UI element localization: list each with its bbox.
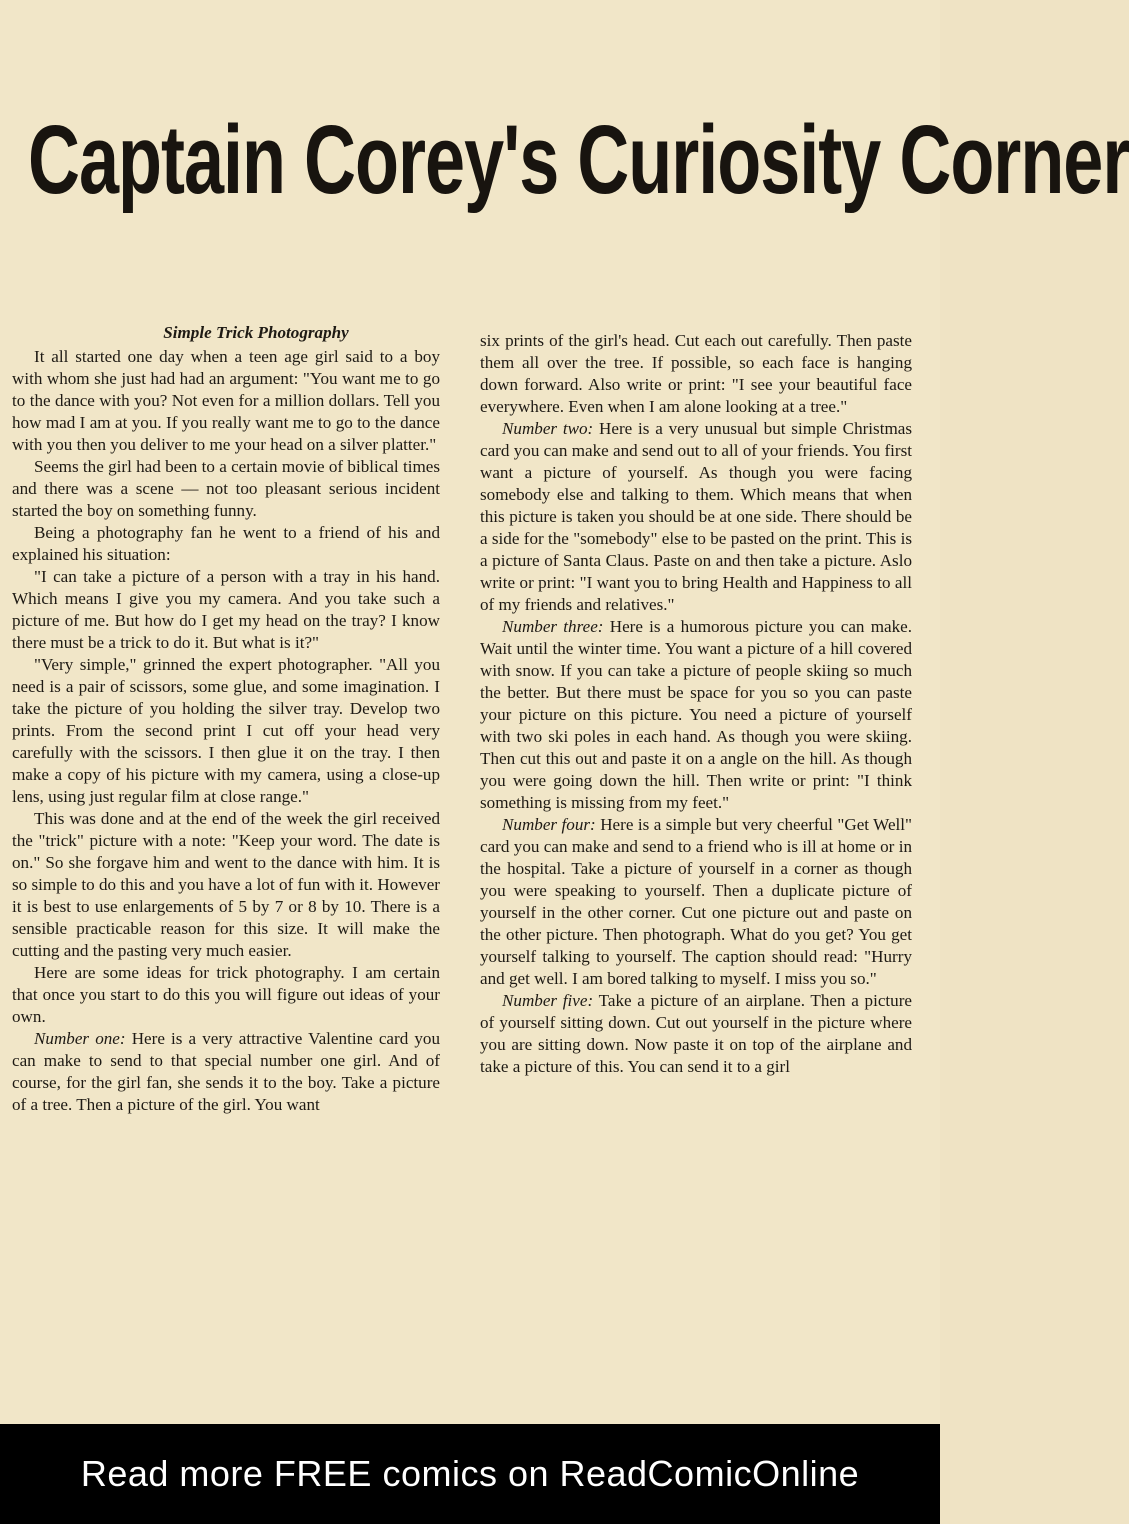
page-title: Captain Corey's Curiosity Corner <box>28 106 1129 215</box>
number-three-text: Here is a humorous picture you can make. Wait until the winter time. You want a picture of a hill covered with snow. If you can take a picture of people skiing so much the better. But there must be space for you so you can paste your picture on this picture. You need a picture of yourself with two ski poles in each hand. As though you were skiing. Then cut this out and paste it on a angle on the hill. As though you were going down the hill. Then write or print: "I think something is missing from my feet." <box>480 617 912 812</box>
paragraph: Being a photography fan he went to a friend of his and explained his situation: <box>12 523 440 564</box>
number-one-paragraph <box>12 1028 440 1116</box>
paragraph: It all started one day when a teen age girl said to a boy with whom she just had had an argument: "You want me to go to the dance with you? Not even for a million dollars. Tell you how mad I am at you. If you really want me to go to the dance with you then you deliver to me your head on a silver platter." <box>12 347 440 454</box>
number-three-lead: Number three: <box>502 617 604 636</box>
number-one-lead: Number one: <box>34 1029 126 1048</box>
number-five-paragraph <box>480 990 912 1078</box>
article-subhead: Simple Trick Photography <box>163 323 349 342</box>
right-column <box>480 330 912 1078</box>
number-five-lead: Number five: <box>502 991 594 1010</box>
number-four-text: Here is a simple but very cheerful "Get Well" card you can make and send to a friend who is ill at home or in the hospital. Take a picture of yourself in a corner as though you were speaking to yourself. Then a duplicate picture of yourself in the other corner. Cut one picture out and paste on the other picture. Then photograph. What do you get? You get yourself talking to yourself. The caption should read: "Hurry and get well. I am bored talking to myself. I miss you so." <box>480 815 913 988</box>
number-two-paragraph <box>480 418 912 616</box>
left-column <box>12 322 440 1116</box>
number-four-paragraph <box>480 814 912 990</box>
number-two-lead: Number two: <box>502 419 594 438</box>
paragraph: "Very simple," grinned the expert photographer. "All you need is a pair of scissors, some glue, and some imagination. I take the picture of you holding the silver tray. Develop two prints. From the second print I cut off your head very carefully with the scissors. I then glue it on the tray. I then make a copy of his picture with my camera, using a close-up lens, using just regular film at close range." <box>12 655 440 806</box>
continuation-paragraph: six prints of the girl's head. Cut each out carefully. Then paste them all over the tree. If possible, so each face is hanging down forward. Also write or print: "I see your beautiful face everywhere. Even when I am alone looking at a tree." <box>480 331 912 416</box>
paragraph: Here are some ideas for trick photography. I am certain that once you start to do this you will figure out ideas of your own. <box>12 963 440 1026</box>
number-one-text: Here is a very attractive Valentine card you can make to send to that special number one girl. And of course, for the girl fan, she sends it to the boy. Take a picture of a tree. Then a picture of the girl. You want <box>12 1029 440 1114</box>
paragraph: "I can take a picture of a person with a tray in his hand. Which means I give you my camera. And you take such a picture of me. But how do I get my head on the tray? I know there must be a trick to do it. But what is it?" <box>12 567 440 652</box>
number-four-lead: Number four: <box>502 815 596 834</box>
number-two-text: Here is a very unusual but simple Christmas card you can make and send out to all of your friends. You first want a picture of yourself. As though you were facing somebody else and talking to them. Which means that when this picture is taken you should be at one side. There should be a side for the "somebody" else to be pasted on the print. This is a picture of Santa Claus. Paste on and then take a picture. Aslo write or print: "I want you to bring Health and Happiness to all of my friends and relatives." <box>480 419 912 614</box>
promo-banner[interactable] <box>0 1424 940 1524</box>
number-five-text: Take a picture of an airplane. Then a picture of yourself sitting down. Cut out yourself in the picture where you are sitting down. Now paste it on top of the airplane and take a picture of this. You can send it to a girl <box>480 991 913 1076</box>
paragraph: Seems the girl had been to a certain movie of biblical times and there was a scene — not too pleasant serious incident started the boy on something funny. <box>12 457 440 520</box>
promo-banner-text[interactable]: Read more FREE comics on ReadComicOnline <box>80 1453 860 1494</box>
number-three-paragraph <box>480 616 912 814</box>
paragraph: This was done and at the end of the week the girl received the "trick" picture with a note: "Keep your word. The date is on." So she forgave him and went to the dance with him. It is so simple to do this and you have a lot of fun with it. However it is best to use enlargements of 5 by 7 or 8 by 10. There is a sensible practicable reason for this size. It will make the cutting and the pasting very much easier. <box>12 809 440 960</box>
